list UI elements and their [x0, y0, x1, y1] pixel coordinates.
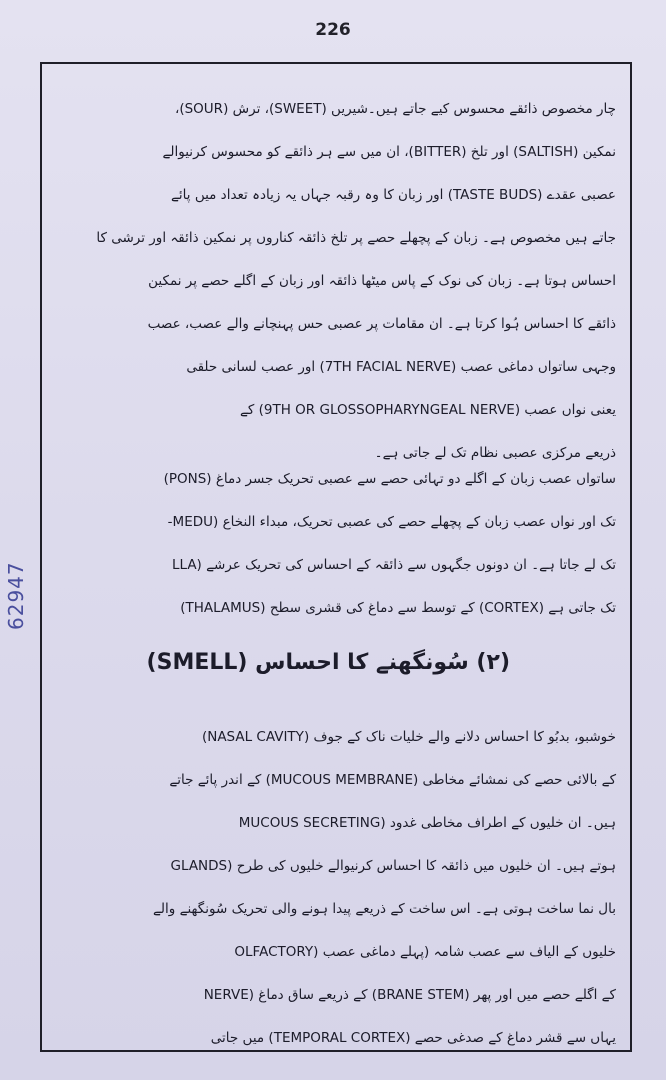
text-line: ہیں۔ ان خلیوں کے اطراف مخاطی غدود (MUCOUS SECRETING: [238, 815, 616, 831]
text-line: عصبی عقدے (TASTE BUDS) اور زبان کا وہ رقبہ جہاں یہ زیادہ تعداد میں پائے: [170, 187, 616, 203]
text-line: یہاں سے قشر دماغ کے صدغی حصے (TEMPORAL CORTEX) میں جاتی: [210, 1030, 616, 1046]
text-line: (THALAMUS) کے توسط سے دماغ کی قشری سطح (CORTEX) تک جاتی ہے: [180, 600, 616, 616]
page-number: 226: [315, 20, 351, 40]
text-line: NERVE) کے ذریعے ساق دماغ (BRANE STEM) کے اگلے حصے میں اور پھر: [203, 987, 616, 1003]
text-line: GLANDS) ہوتے ہیں۔ ان خلیوں میں ذائقہ کا احساس کرنیوالے خلیوں کی طرح: [170, 858, 616, 874]
paragraph-smell: [50, 716, 622, 1060]
text-line: کے بالائی حصے کی نمشائے مخاطی (MUCOUS MEMBRANE) کے اندر پائے جاتے: [169, 772, 616, 788]
text-line: ساتواں عصب زبان کے اگلے دو تہائی حصے سے عصبی تحریک جسر دماغ (PONS): [163, 471, 616, 487]
paragraph-nerves: [50, 458, 622, 630]
text-line: ذریعے مرکزی عصبی نظام تک لے جاتی ہے۔: [374, 445, 616, 461]
text-line: وجہی ساتواں دماغی عصب (7TH FACIAL NERVE) اور عصب لسانی حلقی: [186, 359, 616, 375]
section-heading-smell: (۲) سُونگھنے کا احساس (SMELL): [146, 650, 510, 675]
text-line: ذائقے کا احساس ہُوا کرتا ہے۔ ان مقامات پر عصبی حس پہنچانے والے عصب، عصب: [147, 316, 616, 332]
text-line: خلیوں کے الیاف سے عصب شامہ (پہلے دماغی عصب (OLFACTORY: [234, 944, 616, 960]
margin-stamp: 62947: [4, 561, 28, 630]
text-line: چار مخصوص ذائقے محسوس کیے جاتے ہیں۔شیریں (SWEET)، ترش (SOUR)،: [174, 101, 616, 117]
text-line: LLA) تک لے جاتا ہے۔ ان دونوں جگہوں سے ذائقہ کے احساس کی تحریک عرشے: [171, 557, 616, 573]
text-line: تک اور نواں عصب زبان کے پچھلے حصے کی عصبی تحریک، مبداء النخاع (MEDU-: [167, 514, 616, 530]
paragraph-taste: [50, 88, 622, 475]
text-line: خوشبو، بدبُو کا احساس دلانے والے خلیات ناک کے جوف (NASAL CAVITY): [201, 729, 616, 745]
text-line: جاتے ہیں مخصوص ہے۔ زبان کے پچھلے حصے پر تلخ ذائقہ کناروں پر نمکین ذائقہ اور ترشی کا: [96, 230, 616, 246]
text-line: بال نما ساخت ہوتی ہے۔ اس ساخت کے ذریعے پیدا ہونے والی تحریک سُونگھنے والے: [152, 901, 616, 917]
text-line: نمکین (SALTISH) اور تلخ (BITTER)، ان میں سے ہر ذائقے کو محسوس کرنیوالے: [162, 144, 616, 160]
text-line: احساس ہوتا ہے۔ زبان کی نوک کے پاس میٹھا ذائقہ اور زبان کے اگلے حصے پر نمکین: [148, 273, 616, 289]
text-line: یعنی نواں عصب (9TH OR GLOSSOPHARYNGEAL NERVE) کے: [240, 402, 616, 418]
